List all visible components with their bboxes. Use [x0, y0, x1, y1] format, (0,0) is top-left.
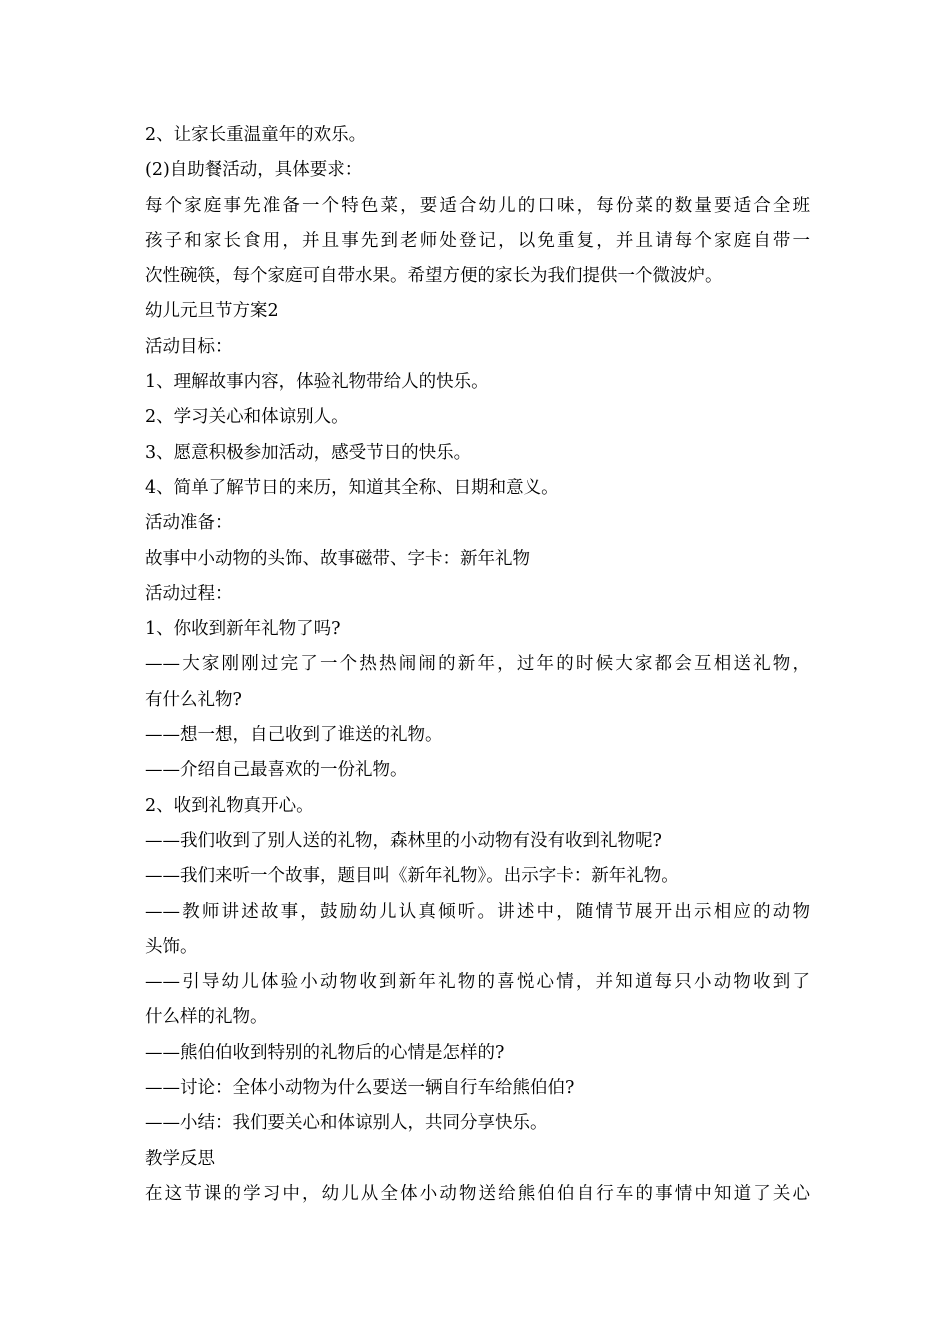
- list-item: 4、简单了解节日的来历，知道其全称、日期和意义。: [145, 477, 559, 498]
- text-line: ——讨论：全体小动物为什么要送一辆自行车给熊伯伯?: [145, 1078, 575, 1099]
- list-item: 1、你收到新年礼物了吗?: [145, 619, 341, 640]
- text-line: ——我们收到了别人送的礼物，森林里的小动物有没有收到礼物呢?: [145, 830, 662, 851]
- text-line: 故事中小动物的头饰、故事磁带、字卡：新年礼物: [145, 548, 530, 569]
- text-line: ——介绍自己最喜欢的一份礼物。: [145, 760, 408, 781]
- text-line: 每个家庭事先准备一个特色菜，要适合幼儿的口味，每份菜的数量要适合全班: [145, 195, 810, 216]
- text-line: ——教师讲述故事，鼓励幼儿认真倾听。讲述中，随情节展开出示相应的动物: [145, 901, 810, 922]
- text-line: 头饰。: [145, 936, 198, 957]
- text-line: ——熊伯伯收到特别的礼物后的心情是怎样的?: [145, 1042, 505, 1063]
- document-body: [145, 118, 810, 1212]
- text-line: ——想一想，自己收到了谁送的礼物。: [145, 725, 443, 746]
- text-line: ——大家刚刚过完了一个热热闹闹的新年，过年的时候大家都会互相送礼物，: [145, 654, 810, 675]
- text-line: 有什么礼物?: [145, 689, 242, 710]
- text-line: 活动过程：: [145, 583, 233, 604]
- list-item: 2、学习关心和体谅别人。: [145, 407, 349, 428]
- text-line: (2)自助餐活动，具体要求：: [145, 160, 363, 181]
- list-item: 3、愿意积极参加活动，感受节日的快乐。: [145, 442, 472, 463]
- list-item: 2、收到礼物真开心。: [145, 795, 314, 816]
- text-line: 次性碗筷，每个家庭可自带水果。希望方便的家长为我们提供一个微波炉。: [145, 266, 723, 287]
- section-heading: 教学反思: [145, 1148, 215, 1169]
- section-heading: 幼儿元旦节方案2: [145, 301, 279, 322]
- text-line: ——引导幼儿体验小动物收到新年礼物的喜悦心情，并知道每只小动物收到了: [145, 972, 810, 993]
- text-line: 2、让家长重温童年的欢乐。: [145, 125, 367, 145]
- text-line: 在这节课的学习中，幼儿从全体小动物送给熊伯伯自行车的事情中知道了关心: [145, 1183, 810, 1204]
- text-line: 活动目标：: [145, 336, 233, 357]
- list-item: 1、理解故事内容，体验礼物带给人的快乐。: [145, 372, 489, 393]
- text-line: 活动准备：: [145, 513, 233, 534]
- text-line: ——我们来听一个故事，题目叫《新年礼物》。出示字卡：新年礼物。: [145, 866, 679, 887]
- text-line: 什么样的礼物。: [145, 1007, 268, 1028]
- text-line: 孩子和家长食用，并且事先到老师处登记，以免重复，并且请每个家庭自带一: [145, 230, 810, 251]
- text-line: ——小结：我们要关心和体谅别人，共同分享快乐。: [145, 1113, 548, 1134]
